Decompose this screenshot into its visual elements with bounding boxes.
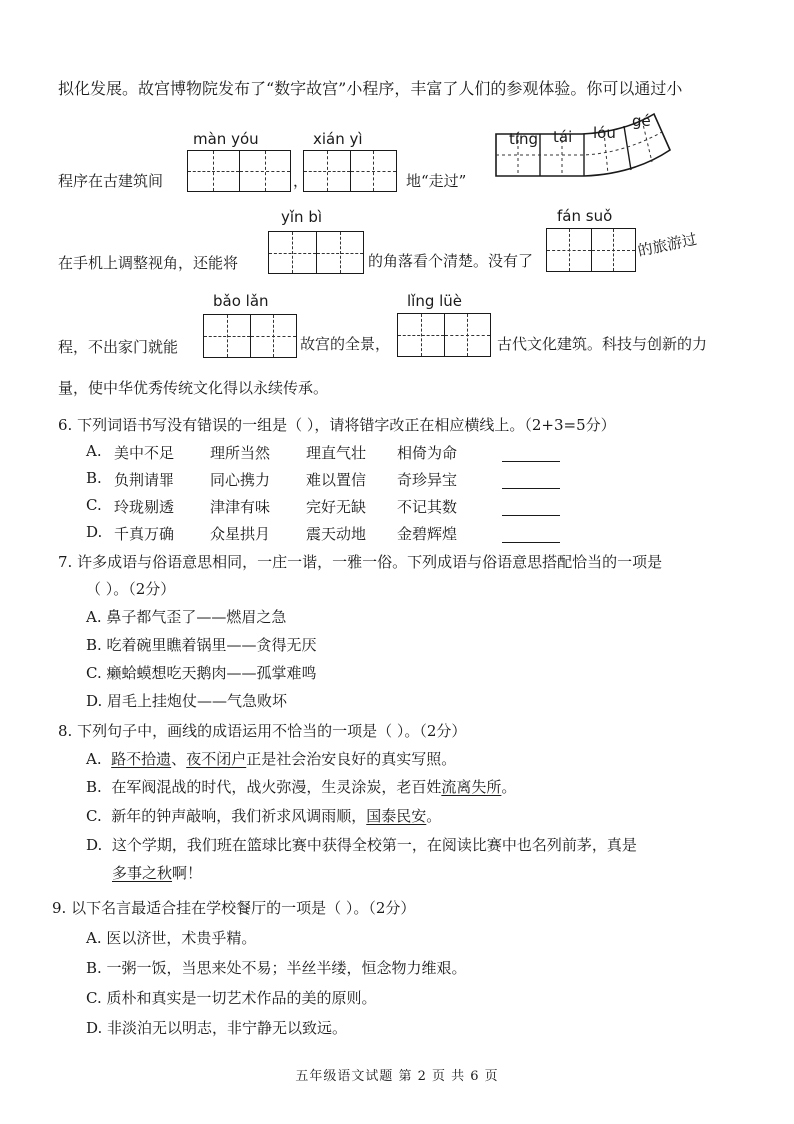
q6-stem: 6. 下列词语书写没有错误的一组是（ ），请将错字改正在相应横线上。（2+3=5分） — [58, 416, 616, 434]
q7-stem-line-2: （ ）。（2分） — [86, 580, 176, 598]
q6-option-d-label: D. — [86, 523, 103, 541]
pinyin-bao-lan: bǎo lǎn — [213, 292, 269, 310]
q6-b-word-1: 负荆请罪 — [114, 471, 175, 489]
q6-option-b-label: B. — [86, 469, 102, 487]
q6-a-word-3: 理直气壮 — [306, 444, 367, 462]
q7-option-b: B. 吃着碗里瞧着锅里——贪得无厌 — [86, 636, 317, 654]
passage-line-3a: 在手机上调整视角，还能将 — [58, 254, 239, 272]
answer-grid-ting-tai-lou-ge[interactable] — [494, 112, 672, 198]
q8-b-label: B. — [86, 778, 102, 796]
pinyin-tai: tái — [553, 128, 573, 146]
pinyin-man-you: màn yóu — [193, 130, 259, 148]
q9-option-d: D. 非淡泊无以明志，非宁静无以致远。 — [86, 1019, 348, 1037]
answer-grid-bao-lan[interactable] — [203, 314, 297, 358]
q6-c-word-2: 津津有味 — [210, 498, 271, 516]
q6-b-correction-line[interactable] — [502, 487, 560, 489]
q7-stem-line-1: 7. 许多成语与俗语意思相同，一庄一谐，一雅一俗。下列成语与俗语意思搭配恰当的一项是 — [58, 553, 663, 571]
q8-option-b — [86, 776, 516, 797]
passage-line-3b: 的角落看个清楚。没有了 — [368, 252, 534, 270]
q8-option-a — [86, 748, 456, 769]
q8-stem: 8. 下列句子中，画线的成语运用不恰当的一项是（ ）。（2分） — [58, 722, 467, 740]
pinyin-ting: tíng — [509, 130, 539, 148]
q6-d-word-1: 千真万确 — [114, 525, 175, 543]
pinyin-lou: lóu — [593, 124, 616, 142]
answer-grid-yin-bi[interactable] — [268, 231, 364, 274]
answer-grid-man-you[interactable] — [187, 150, 291, 192]
q6-b-word-4: 奇珍异宝 — [397, 471, 458, 489]
q7-option-d: D. 眉毛上挂炮仗——气急败坏 — [86, 692, 288, 710]
answer-grid-ling-lue[interactable] — [397, 313, 491, 357]
passage-line-2a: 程序在古建筑间 — [58, 172, 164, 190]
q6-a-word-1: 美中不足 — [114, 444, 175, 462]
q8-c-underlined: 国泰民安 — [366, 807, 427, 825]
q7-option-c: C. 癞蛤蟆想吃天鹅肉——孤掌难鸣 — [86, 664, 317, 682]
q8-d-post: 啊！ — [172, 864, 203, 882]
q8-d-line-1: 这个学期，我们班在篮球比赛中获得全校第一，在阅读比赛中也名列前茅，真是 — [111, 836, 637, 854]
q8-b-post: 。 — [501, 778, 517, 796]
q6-d-word-4: 金碧辉煌 — [397, 525, 458, 543]
q8-option-d — [86, 834, 637, 855]
q9-option-b: B. 一粥一饭，当思来处不易；半丝半缕，恒念物力维艰。 — [86, 959, 467, 977]
passage-line-3c: 的旅游过 — [636, 229, 699, 261]
q8-option-d-cont — [112, 862, 202, 883]
q9-option-a: A. 医以济世，术贵乎精。 — [86, 929, 257, 947]
q6-c-word-1: 玲珑剔透 — [114, 498, 175, 516]
passage-line-1: 拟化发展。故宫博物院发布了“数字故宫”小程序，丰富了人们的参观体验。你可以通过小 — [58, 79, 683, 98]
passage-line-4a: 程，不出家门就能 — [58, 338, 179, 356]
q9-stem: 9. 以下名言最适合挂在学校餐厅的一项是（ ）。（2分） — [52, 899, 416, 917]
passage-line-2b: ， — [293, 172, 309, 190]
q6-b-word-2: 同心携力 — [210, 471, 271, 489]
q6-c-word-4: 不记其数 — [397, 498, 458, 516]
answer-grid-xian-yi[interactable] — [303, 150, 397, 192]
q6-d-correction-line[interactable] — [502, 541, 560, 543]
pinyin-yin-bi: yǐn bì — [281, 208, 323, 226]
q7-option-a: A. 鼻子都气歪了——燃眉之急 — [86, 608, 287, 626]
page-footer: 五年级语文试题 第 2 页 共 6 页 — [295, 1069, 499, 1084]
q8-c-pre: 新年的钟声敲响，我们祈求风调雨顺， — [111, 807, 367, 825]
q8-c-label: C. — [86, 807, 102, 825]
q8-b-underlined: 流离失所 — [441, 778, 502, 796]
passage-line-2c: 地“走过” — [406, 172, 467, 190]
q6-d-word-3: 震天动地 — [306, 525, 367, 543]
q8-b-pre: 在军阀混战的时代，战火弥漫，生灵涂炭，老百姓 — [111, 778, 442, 796]
q8-a-sep: 、 — [171, 750, 187, 768]
q8-a-label: A. — [86, 750, 102, 768]
q6-c-correction-line[interactable] — [502, 514, 560, 516]
pinyin-ge: gé — [632, 112, 651, 130]
q6-a-word-2: 理所当然 — [210, 444, 271, 462]
q6-b-word-3: 难以置信 — [306, 471, 367, 489]
q9-option-c: C. 质朴和真实是一切艺术作品的美的原则。 — [86, 989, 377, 1007]
q6-d-word-2: 众星拱月 — [210, 525, 271, 543]
pinyin-ling-lue: lǐng lüè — [407, 292, 463, 310]
q6-option-c-label: C. — [86, 496, 102, 514]
q6-a-correction-line[interactable] — [502, 460, 560, 462]
passage-line-4c: 古代文化建筑。科技与创新的力 — [497, 335, 708, 353]
q8-c-post: 。 — [426, 807, 442, 825]
passage-line-5: 量，使中华优秀传统文化得以永续传承。 — [58, 379, 329, 397]
answer-grid-fan-suo[interactable] — [546, 228, 636, 272]
q8-option-c — [86, 805, 441, 826]
pinyin-xian-yi: xián yì — [313, 130, 363, 148]
q8-d-underlined: 多事之秋 — [112, 864, 173, 882]
q6-a-word-4: 相倚为命 — [397, 444, 458, 462]
q6-option-a-label: A. — [86, 442, 102, 460]
q8-a-underlined-1: 路不拾遗 — [111, 750, 172, 768]
q8-a-underlined-2: 夜不闭户 — [186, 750, 247, 768]
q6-c-word-3: 完好无缺 — [306, 498, 367, 516]
q8-a-rest: 正是社会治安良好的真实写照。 — [246, 750, 457, 768]
passage-line-4b: 故宫的全景， — [300, 335, 391, 353]
pinyin-fan-suo: fán suǒ — [557, 207, 613, 225]
q8-d-label: D. — [86, 836, 103, 854]
